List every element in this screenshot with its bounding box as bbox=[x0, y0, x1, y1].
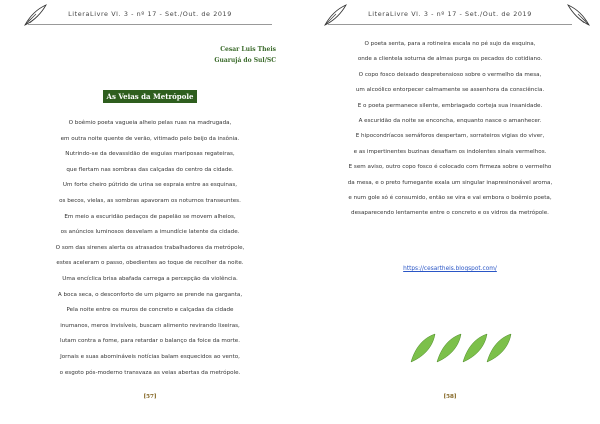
poem-line: desaparecendo lentamente entre o concreto e os vidros da metrópole. bbox=[351, 210, 549, 217]
poem-line: e as impertinentes buzinas desafiam os indolentes sinais vermelhos. bbox=[353, 148, 547, 155]
decorative-leaves-icon bbox=[405, 330, 515, 366]
poem-line: onde a clientela soturna de almas purga os pecados do cotidiano. bbox=[357, 56, 543, 63]
header-divider bbox=[328, 24, 572, 25]
poem-line: E hipocondríacos semáforos despertam, sorrateiros vigias do viver, bbox=[355, 133, 545, 140]
poem-line: os anúncios luminosos desvelam a imundície latente da cidade. bbox=[60, 229, 240, 236]
poem-title-text: As Veias da Metrópole bbox=[103, 90, 198, 103]
poem-line: da mesa, e o preto fumegante exala um singular inapresinonável aroma, bbox=[347, 179, 553, 186]
poem-line: inumanos, meros invisíveis, buscam alimento revirando lixeiras, bbox=[60, 322, 240, 329]
poem-line: estes aceleram o passo, obedientes ao toque de recolher da noite. bbox=[56, 260, 244, 267]
poem-line: Uma encíclica brisa abafada carrega a percepção da violência. bbox=[62, 276, 238, 282]
poem-line: Pela noite entre os muros de concreto e calçadas da cidade bbox=[66, 307, 234, 314]
header-divider bbox=[28, 24, 272, 25]
poem-line: E o poeta permanece silente, embriagado corteja sua insanidade. bbox=[357, 102, 543, 109]
poem-line: um alcoólico entorpecer calmamente se assenhora da consciência. bbox=[355, 87, 545, 94]
poem-line: que flertam nas sombras das calçadas do centro da cidade. bbox=[66, 166, 234, 173]
page-header bbox=[0, 0, 300, 34]
poem-line: Nutrindo-se da devassidão de esguias mariposas regateiras, bbox=[65, 151, 235, 158]
author-name: Cesar Luis Theis bbox=[220, 46, 276, 53]
page-number: [58] bbox=[443, 394, 457, 400]
poem-line: A escuridão da noite se enconcha, enquanto nasce o amanhecer. bbox=[358, 118, 542, 124]
poem-line: Em meio a escuridão pedaços de papelão se movem alheios, bbox=[64, 213, 236, 220]
poem-line: O som das sirenes alerta os atrasados trabalhadores da metrópole, bbox=[55, 244, 245, 251]
poem-line: E sem aviso, outro copo fosco é colocado com firmeza sobre o vermelho bbox=[348, 164, 552, 171]
author-location: Guarujá do Sul/SC bbox=[214, 57, 276, 64]
poem-line: O copo fosco deixado despretensioso sobre o vermelho da mesa, bbox=[358, 71, 542, 78]
poem-line: O boêmio poeta vagueia alheio pelas ruas na madrugada, bbox=[68, 120, 232, 126]
page-header bbox=[300, 0, 600, 34]
poem-line: os becos, vielas, as sombras apavoram os noturnos transeuntes. bbox=[59, 198, 241, 204]
blog-link[interactable]: https://cesartheis.blogspot.com/ bbox=[403, 266, 497, 272]
journal-header-title: LiteraLivre Vl. 3 - nº 17 - Set./Out. de 2019 bbox=[68, 10, 232, 18]
poem-line: lutam contra a fome, para retardar o balanço da foice da morte. bbox=[59, 338, 241, 345]
poem-line: O poeta senta, para a rotineira escala no pé sujo da esquina, bbox=[364, 41, 536, 47]
poem-line: o esgoto pós-moderno transvaza as veias abertas da metrópole. bbox=[59, 369, 241, 376]
poem-line: Um forte cheiro pútrido de urina se espraia entre as esquinas, bbox=[62, 182, 238, 189]
journal-header-title: LiteraLivre Vl. 3 - nº 17 - Set./Out. de 2019 bbox=[368, 10, 532, 18]
poem-line: em outra noite quente de verão, vitimado pelo beijo da insônia. bbox=[60, 135, 240, 142]
poem-line: e num gole só é consumido, então se vira e vai embora o boêmio poeta, bbox=[348, 195, 552, 201]
poem-title bbox=[0, 84, 300, 103]
page-number: [57] bbox=[143, 394, 157, 400]
right-page bbox=[300, 0, 600, 424]
poem-line: Jornais e suas abomináveis notícias balam esquecidos ao vento, bbox=[60, 354, 240, 360]
poem-line: A boca seca, o desconforto de um pigarro se prende na garganta, bbox=[57, 291, 243, 298]
